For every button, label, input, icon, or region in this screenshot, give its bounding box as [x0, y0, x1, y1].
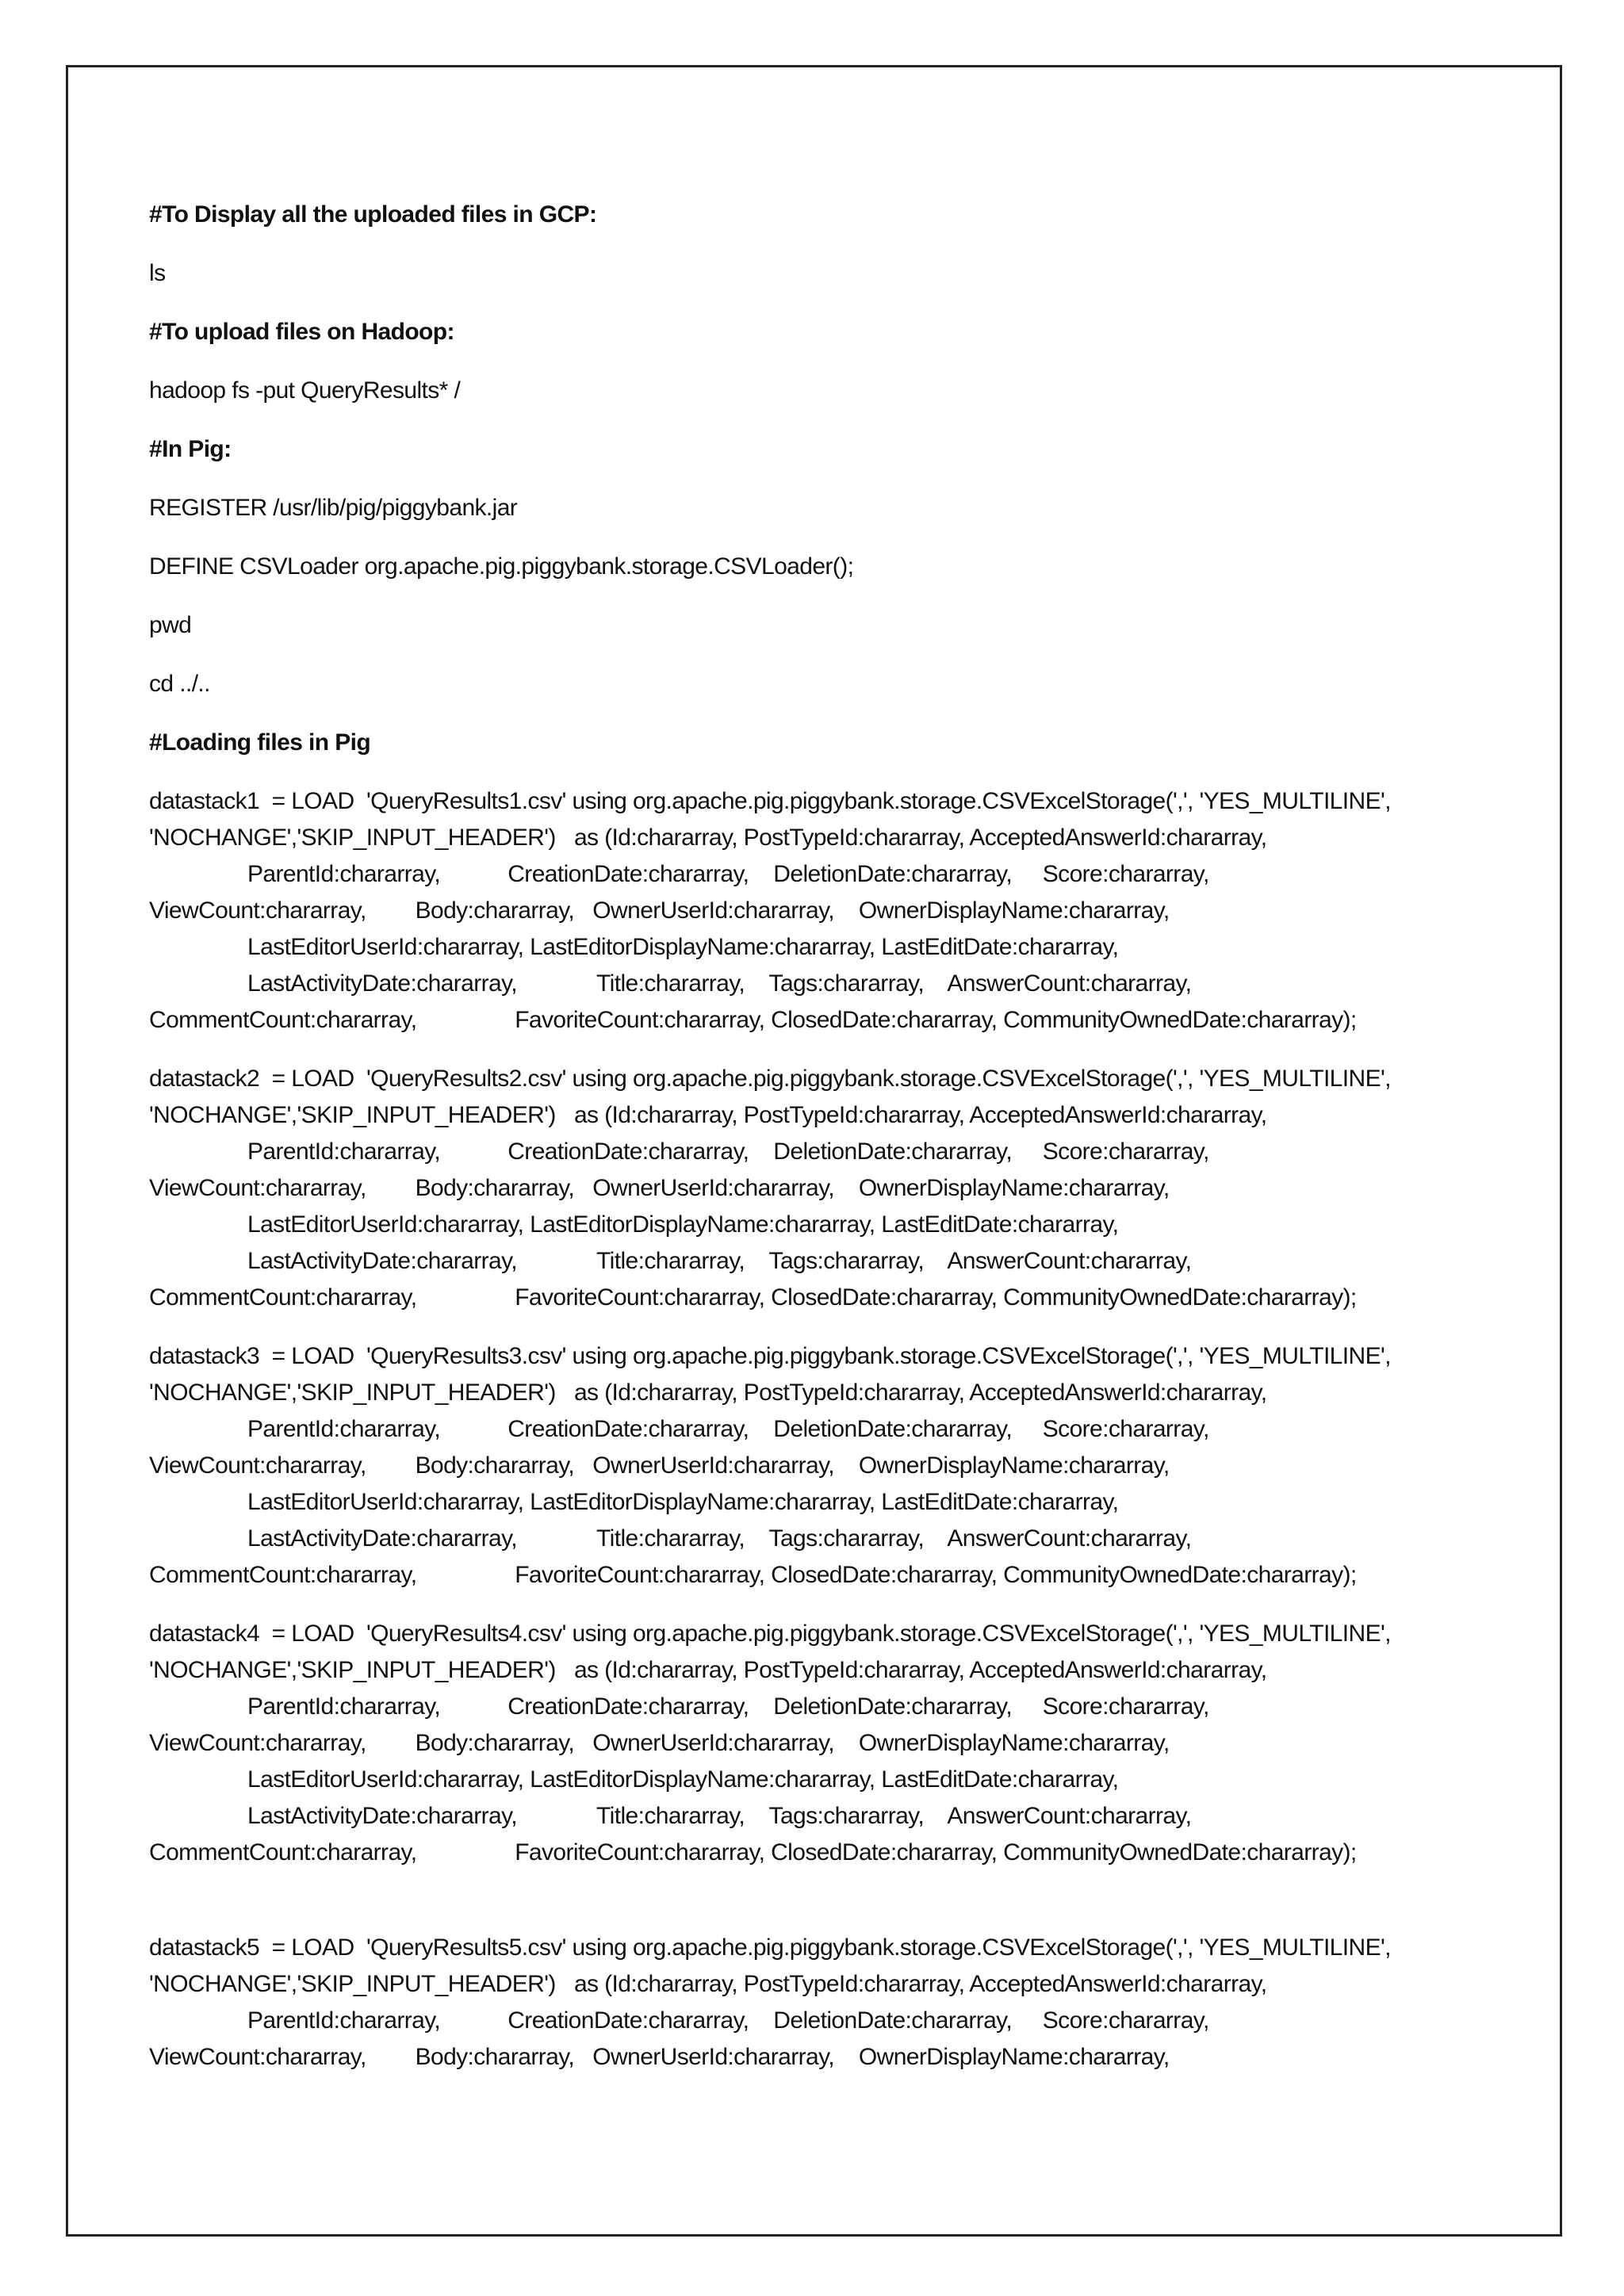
code-line: ViewCount:chararray, Body:chararray, OwnerUserId:chararray, OwnerDisplayName:chararray, [149, 1452, 1170, 1479]
command-pwd: pwd [149, 612, 192, 638]
heading-loading-files: #Loading files in Pig [149, 729, 371, 756]
load-statement-4 [149, 1616, 1497, 1871]
load-statement-1 [149, 783, 1497, 1039]
heading-in-pig: #In Pig: [149, 436, 232, 462]
code-line: ViewCount:chararray, Body:chararray, OwnerUserId:chararray, OwnerDisplayName:chararray, [149, 1175, 1170, 1201]
code-line: 'NOCHANGE','SKIP_INPUT_HEADER') as (Id:chararray, PostTypeId:chararray, AcceptedAnswerId:chararray, [149, 1657, 1267, 1683]
code-line: CommentCount:chararray, FavoriteCount:chararray, ClosedDate:chararray, CommunityOwnedDate:chararray); [149, 1562, 1357, 1588]
code-line: ParentId:chararray, CreationDate:chararray, DeletionDate:chararray, Score:chararray, [247, 1693, 1209, 1720]
code-line: 'NOCHANGE','SKIP_INPUT_HEADER') as (Id:chararray, PostTypeId:chararray, AcceptedAnswerId:chararray, [149, 1380, 1267, 1406]
code-line: ParentId:chararray, CreationDate:chararray, DeletionDate:chararray, Score:chararray, [247, 861, 1209, 887]
code-line: LastEditorUserId:chararray, LastEditorDisplayName:chararray, LastEditDate:chararray, [247, 1211, 1119, 1238]
code-line: datastack5 = LOAD 'QueryResults5.csv' using org.apache.pig.piggybank.storage.CSVExcelStorage(',', 'YES_MULTILINE', [149, 1934, 1391, 1961]
code-line: LastEditorUserId:chararray, LastEditorDisplayName:chararray, LastEditDate:chararray, [247, 934, 1119, 960]
heading-display-files: #To Display all the uploaded files in GCP: [149, 201, 597, 228]
command-ls: ls [149, 260, 166, 286]
code-line: 'NOCHANGE','SKIP_INPUT_HEADER') as (Id:chararray, PostTypeId:chararray, AcceptedAnswerId:chararray, [149, 825, 1267, 851]
code-line: LastEditorUserId:chararray, LastEditorDisplayName:chararray, LastEditDate:chararray, [247, 1489, 1119, 1515]
command-register: REGISTER /usr/lib/pig/piggybank.jar [149, 495, 518, 521]
code-line: datastack4 = LOAD 'QueryResults4.csv' using org.apache.pig.piggybank.storage.CSVExcelStorage(',', 'YES_MULTILINE', [149, 1621, 1391, 1647]
code-line: LastActivityDate:chararray, Title:chararray, Tags:chararray, AnswerCount:chararray, [247, 1248, 1192, 1274]
command-define: DEFINE CSVLoader org.apache.pig.piggybank.storage.CSVLoader(); [149, 553, 854, 580]
load-statement-5 [149, 1930, 1497, 2076]
heading-upload-hadoop: #To upload files on Hadoop: [149, 319, 454, 345]
code-line: ParentId:chararray, CreationDate:chararray, DeletionDate:chararray, Score:chararray, [247, 1416, 1209, 1442]
document-body [149, 197, 1497, 2098]
code-line: LastActivityDate:chararray, Title:chararray, Tags:chararray, AnswerCount:chararray, [247, 1803, 1192, 1829]
code-line: LastEditorUserId:chararray, LastEditorDisplayName:chararray, LastEditDate:chararray, [247, 1766, 1119, 1793]
code-line: CommentCount:chararray, FavoriteCount:chararray, ClosedDate:chararray, CommunityOwnedDate:chararray); [149, 1839, 1357, 1866]
command-hadoop-put: hadoop fs -put QueryResults* / [149, 377, 461, 404]
load-statement-3 [149, 1338, 1497, 1594]
code-line: ParentId:chararray, CreationDate:chararray, DeletionDate:chararray, Score:chararray, [247, 1138, 1209, 1165]
code-line: datastack3 = LOAD 'QueryResults3.csv' using org.apache.pig.piggybank.storage.CSVExcelStorage(',', 'YES_MULTILINE', [149, 1343, 1391, 1369]
code-line: LastActivityDate:chararray, Title:chararray, Tags:chararray, AnswerCount:chararray, [247, 970, 1192, 997]
code-line: 'NOCHANGE','SKIP_INPUT_HEADER') as (Id:chararray, PostTypeId:chararray, AcceptedAnswerId:chararray, [149, 1102, 1267, 1128]
code-line: datastack2 = LOAD 'QueryResults2.csv' using org.apache.pig.piggybank.storage.CSVExcelStorage(',', 'YES_MULTILINE', [149, 1066, 1391, 1092]
code-line: ViewCount:chararray, Body:chararray, OwnerUserId:chararray, OwnerDisplayName:chararray, [149, 2044, 1170, 2070]
code-line: LastActivityDate:chararray, Title:chararray, Tags:chararray, AnswerCount:chararray, [247, 1525, 1192, 1552]
code-line: ViewCount:chararray, Body:chararray, OwnerUserId:chararray, OwnerDisplayName:chararray, [149, 1730, 1170, 1756]
load-statement-2 [149, 1061, 1497, 1316]
command-cd: cd ../.. [149, 671, 210, 697]
code-line: ViewCount:chararray, Body:chararray, OwnerUserId:chararray, OwnerDisplayName:chararray, [149, 897, 1170, 924]
code-line: datastack1 = LOAD 'QueryResults1.csv' using org.apache.pig.piggybank.storage.CSVExcelStorage(',', 'YES_MULTILINE', [149, 788, 1391, 814]
blank-line [149, 1893, 1497, 1930]
code-line: ParentId:chararray, CreationDate:chararray, DeletionDate:chararray, Score:chararray, [247, 2007, 1209, 2034]
code-line: CommentCount:chararray, FavoriteCount:chararray, ClosedDate:chararray, CommunityOwnedDate:chararray); [149, 1007, 1357, 1033]
code-line: 'NOCHANGE','SKIP_INPUT_HEADER') as (Id:chararray, PostTypeId:chararray, AcceptedAnswerId:chararray, [149, 1971, 1267, 1997]
code-line: CommentCount:chararray, FavoriteCount:chararray, ClosedDate:chararray, CommunityOwnedDate:chararray); [149, 1284, 1357, 1311]
